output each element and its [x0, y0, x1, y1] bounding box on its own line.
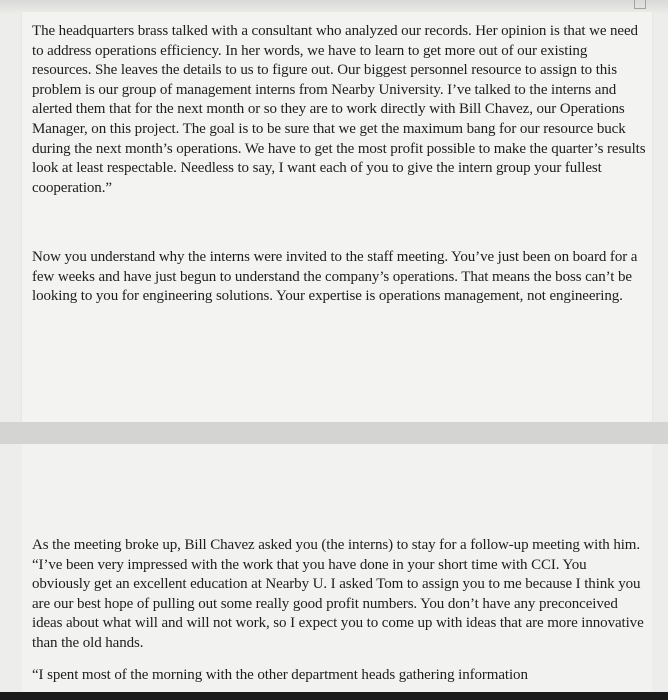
page-icon: [634, 0, 646, 9]
paragraph-2: Now you understand why the interns were invited to the staff meeting. You’ve just been on board for a few weeks and have just begun to understand the company’s operations. That means the boss can’t be looking to you for engineering solutions. Your expertise is operations management, not engineering.: [32, 249, 638, 305]
paragraph-4: “I spent most of the morning with the other department heads gathering information: [32, 667, 528, 683]
paragraph-1: The headquarters brass talked with a consultant who analyzed our records. Her opinion is that we need to address operations efficiency. In her words, we have to learn to get more out of our existing resources. She leaves the details to us to figure out. Our biggest personnel resource to assign to this problem is our group of management interns from Nearby University. I’ve talked to the interns and alerted them that for the next month or so they are to work directly with Bill Chavez, our Operations Manager, on this project. The goal is to be sure that we get the maximum bang for our resource buck during the next month’s operations. We have to get the most profit possible to make the quarter’s results look at least respectable. Needless to say, I want each of you to give the intern group your fullest cooperation.”: [32, 23, 646, 196]
bottom-bar: [0, 692, 668, 700]
paragraph-3: As the meeting broke up, Bill Chavez asked you (the interns) to stay for a follow-up meeting with him. “I’ve been very impressed with the work that you have done in your short time with CCI. You obviously get an excellent education at Nearby U. I asked Tom to assign you to me because I think you are our best hope of pulling out some really good profit numbers. You don’t have any preconceived ideas about what will and will not work, so I expect you to come up with ideas that are more innovative than the old hands.: [32, 537, 644, 651]
page-break: [0, 422, 668, 444]
document-page-2: [22, 444, 652, 700]
document-page-1: [22, 12, 652, 422]
